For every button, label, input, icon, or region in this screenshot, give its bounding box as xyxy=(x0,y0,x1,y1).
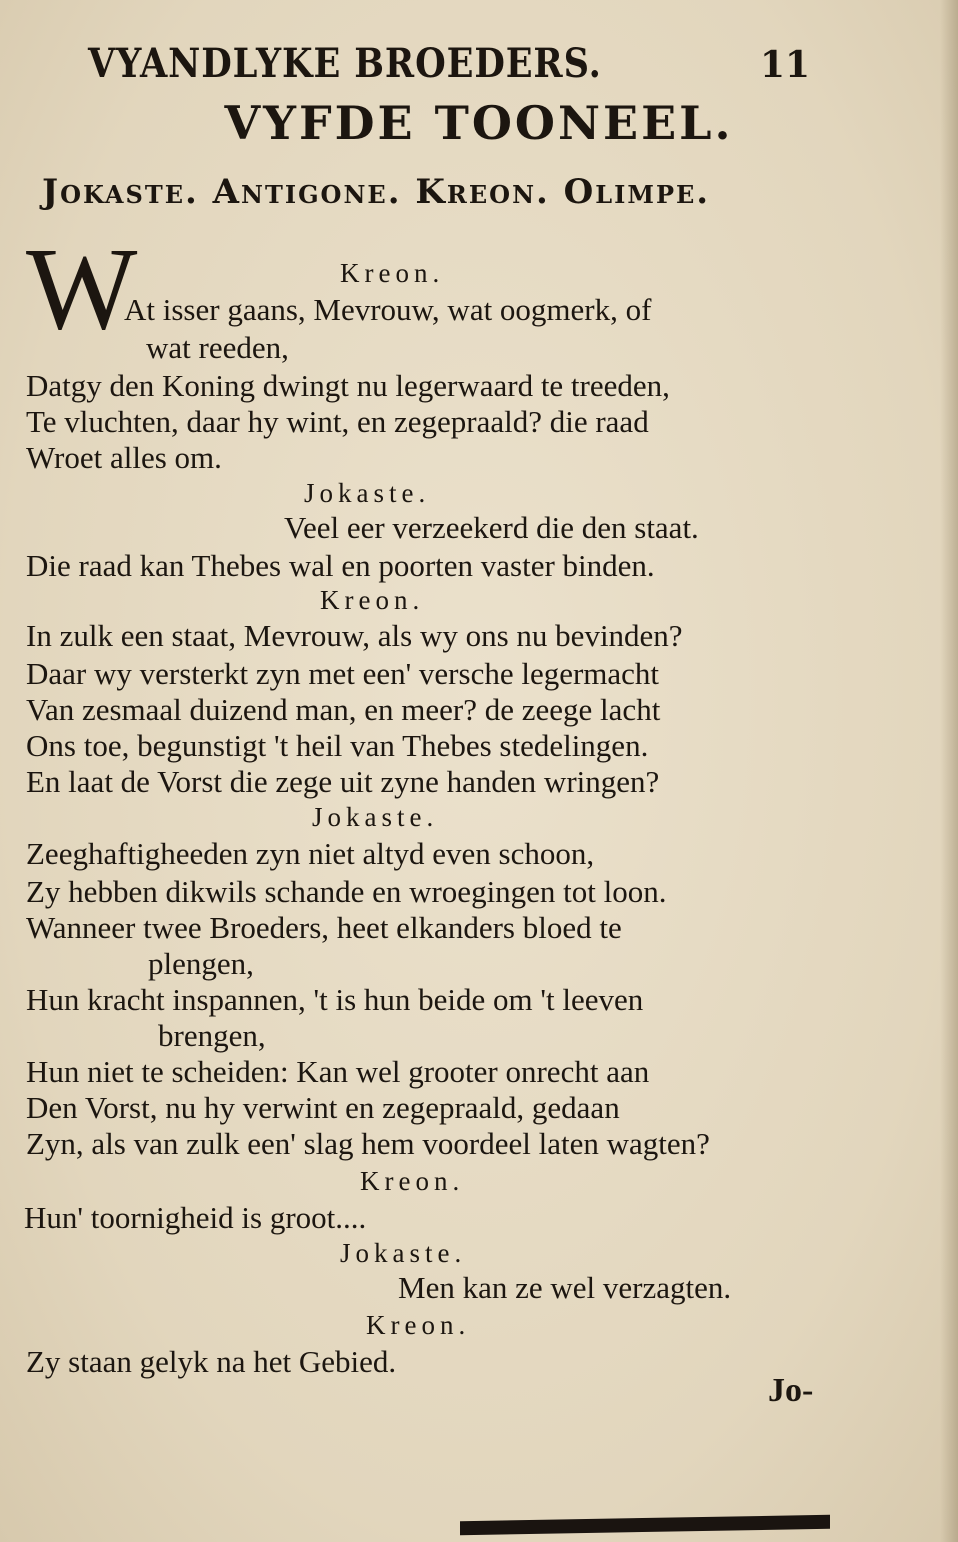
verse-line: wat reeden, xyxy=(146,330,289,365)
verse-line: Wroet alles om. xyxy=(26,440,222,475)
verse-line: plengen, xyxy=(148,946,254,981)
verse-line: Hun kracht inspannen, 't is hun beide om 't leeven xyxy=(26,982,644,1017)
verse-line: Wanneer twee Broeders, heet elkanders bloed te xyxy=(26,910,622,945)
verse-line: Hun niet te scheiden: Kan wel grooter onrecht aan xyxy=(26,1054,650,1089)
verse-line: Datgy den Koning dwingt nu legerwaard te treeden, xyxy=(26,368,670,403)
scene-title: VYFDE TOONEEL. xyxy=(224,96,734,150)
verse-line: Van zesmaal duizend man, en meer? de zeege lacht xyxy=(26,692,661,727)
verse-line: Zeeghaftigheeden zyn niet altyd even schoon, xyxy=(26,836,595,871)
catchword: Jo- xyxy=(768,1372,814,1409)
verse-line: Hun' toornigheid is groot.... xyxy=(24,1200,367,1235)
verse-line: Zy hebben dikwils schande en wroegingen tot loon. xyxy=(26,874,667,909)
speaker-name: Jokaste. xyxy=(340,1238,467,1268)
running-head xyxy=(0,40,958,90)
verse-line: In zulk een staat, Mevrouw, als wy ons nu bevinden? xyxy=(26,618,683,653)
page-shadow xyxy=(460,1515,830,1535)
speaker-name: Jokaste. xyxy=(304,478,431,508)
speaker-name: Jokaste. xyxy=(312,802,439,832)
speaker-name: Kreon. xyxy=(320,585,425,615)
speaker-name: Kreon. xyxy=(340,258,445,288)
cast-list: Jokaste. Antigone. Kreon. Olimpe. xyxy=(42,172,711,212)
verse-line: Veel eer verzeekerd die den staat. xyxy=(284,510,699,545)
verse-line: Zy staan gelyk na het Gebied. xyxy=(26,1344,397,1379)
drop-cap: W xyxy=(26,223,138,354)
verse-line: At isser gaans, Mevrouw, wat oogmerk, of xyxy=(124,292,652,327)
verse-line: Men kan ze wel verzagten. xyxy=(398,1270,732,1305)
speaker-name: Kreon. xyxy=(366,1310,471,1340)
verse-line: Daar wy versterkt zyn met een' versche legermacht xyxy=(26,656,660,691)
verse-line: Zyn, als van zulk een' slag hem voordeel laten wagten? xyxy=(26,1126,710,1161)
verse-line: Die raad kan Thebes wal en poorten vaster binden. xyxy=(26,548,655,583)
page-edge xyxy=(940,0,958,1542)
page-number: 11 xyxy=(760,44,811,86)
verse-line: Ons toe, begunstigt 't heil van Thebes stedelingen. xyxy=(26,728,649,763)
verse-line: Den Vorst, nu hy verwint en zegepraald, gedaan xyxy=(26,1090,620,1125)
verse-line: brengen, xyxy=(158,1018,266,1053)
running-head-title: VYANDLYKE BROEDERS. xyxy=(88,40,602,87)
verse-line: En laat de Vorst die zege uit zyne handen wringen? xyxy=(26,764,660,799)
verse-line: Te vluchten, daar hy wint, en zegepraald? die raad xyxy=(26,404,649,439)
speaker-name: Kreon. xyxy=(360,1166,465,1196)
